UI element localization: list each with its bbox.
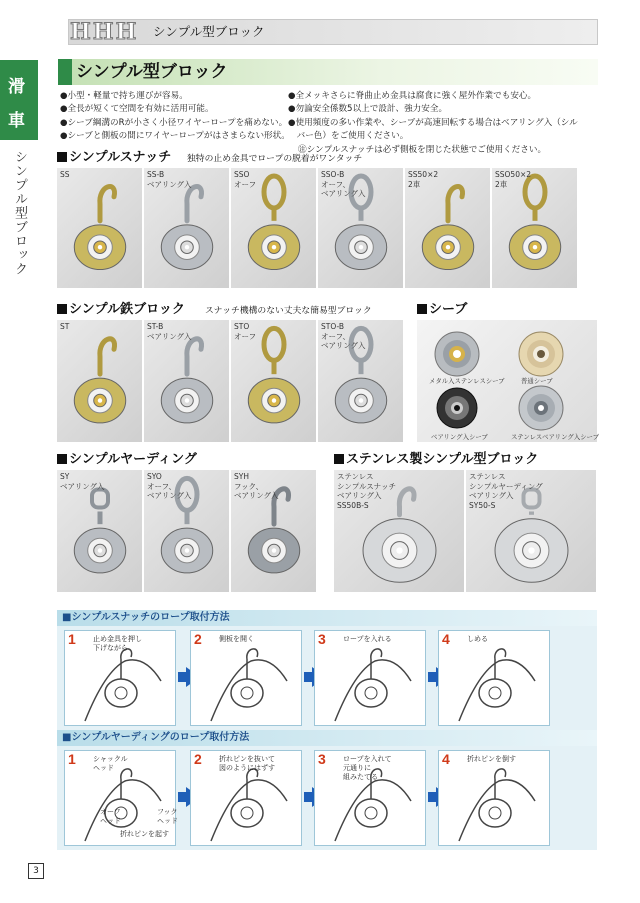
product-card	[57, 168, 143, 288]
sheave-label: メタル入ステンレスシーブ	[429, 377, 505, 385]
product-label: SSO50×2 2車	[495, 170, 532, 189]
step-number: 2	[194, 631, 202, 647]
page-number: 3	[28, 863, 44, 879]
sheave-bearing	[437, 388, 477, 428]
product-card	[144, 168, 230, 288]
product-label: SS50×2 2車	[408, 170, 439, 189]
step-text: 折れピンを倒す	[467, 755, 516, 763]
sheave-stainless-bearing	[519, 386, 563, 430]
product-card	[492, 168, 578, 288]
step-number: 1	[68, 751, 76, 767]
step-text: ロープを入れて 元通りに 組みたてる	[343, 755, 392, 781]
feature-item: ●全メッキさらに脊曲止め金具は腐食に強く屋外作業でも安心。	[288, 91, 537, 101]
product-card	[57, 470, 143, 592]
step-text: 側板を開く	[219, 635, 254, 643]
howto-step	[314, 630, 426, 726]
step-illustration	[191, 631, 303, 727]
product-card	[144, 320, 230, 442]
page-title: シンプル型ブロック	[76, 62, 228, 82]
feature-item: ●全長が短くて空間を有効に活用可能。	[60, 104, 214, 115]
feature-item: ●小型・軽量で持ち運びが容易。	[60, 91, 188, 101]
step-text: 折れピンを抜いて 図のようにはずす	[219, 755, 275, 772]
step-illustration	[315, 631, 427, 727]
product-card	[318, 168, 404, 288]
feature-item: ●使用頻度の多い作業や、シーブが高速回転する場合はベアリング入（シル	[288, 117, 578, 128]
section-note-snatch: 独特の止め金具でロープの脱着がワンタッチ	[187, 154, 363, 164]
section-heading-yarding: シンプルヤーディング	[57, 452, 197, 468]
step-sublabel: フック ヘッド	[157, 808, 178, 825]
step-number: 3	[318, 631, 326, 647]
sheave-metal-stainless	[435, 332, 479, 376]
product-image	[57, 320, 143, 446]
section-heading-iron: シンプル鉄ブロック	[57, 302, 185, 318]
product-card	[57, 320, 143, 442]
product-label: SY ベアリング入	[60, 472, 105, 491]
product-label: SSO オーフ	[234, 170, 257, 189]
feature-item: ●勿論安全係数5以上で設計、強力安全。	[288, 104, 448, 115]
product-card	[231, 168, 317, 288]
step-number: 4	[442, 631, 450, 647]
features-right	[288, 90, 578, 157]
product-card	[466, 470, 597, 592]
product-card	[231, 470, 317, 592]
product-label: STO オーフ	[234, 322, 257, 341]
step-number: 3	[318, 751, 326, 767]
howto-step	[438, 750, 550, 846]
step-text: しめる	[467, 635, 488, 643]
product-card	[318, 320, 404, 442]
sheave-label: ベアリング入シーブ	[431, 433, 488, 441]
product-label: SS	[60, 170, 70, 179]
side-tab-char-1: 滑	[8, 77, 25, 97]
product-card	[231, 320, 317, 442]
product-label: STO-B オーフ、 ベアリング入	[321, 322, 366, 350]
brand-logo: HHH	[70, 19, 139, 45]
header-title: シンプル型ブロック	[153, 24, 265, 39]
brand-header-bar	[68, 19, 598, 45]
feature-item: ●シーブ綱溝のRが小さく小径ワイヤーロープを痛めない。	[60, 117, 288, 128]
step-sublabel: オーフ ヘッド	[100, 808, 121, 825]
section-heading-stainless: ステンレス製シンプル型ブロック	[334, 452, 538, 468]
product-label: SS-B ベアリング入	[147, 170, 192, 189]
product-card	[144, 470, 230, 592]
step-text: 止め金具を押し 下げながら	[93, 635, 142, 652]
howto-step	[314, 750, 426, 846]
side-vertical-text: シンプル型ブロック	[12, 150, 27, 276]
howto-step	[64, 630, 176, 726]
product-label: ST-B ベアリング入	[147, 322, 192, 341]
product-image	[57, 168, 143, 292]
product-card	[334, 470, 465, 592]
howto-step	[190, 630, 302, 726]
step-number: 2	[194, 751, 202, 767]
howto-step	[438, 630, 550, 726]
product-label: ステンレス シンプルヤーディング ベアリング入 SY50-S	[469, 472, 543, 510]
step-sublabel: 折れピンを起す	[120, 830, 169, 838]
product-label: ST	[60, 322, 70, 331]
sheave-standard	[519, 332, 563, 376]
step-illustration	[439, 631, 551, 727]
feature-note: ㊟シンプルスナッチは必ず側板を閉じた状態でご使用ください。	[298, 144, 547, 155]
howto-step	[190, 750, 302, 846]
feature-item: ●シーブと側板の間にワイヤーロープがはさまらない形状。	[60, 131, 290, 142]
howto-yarding-title: ■シンプルヤーディングのロープ取付方法	[62, 732, 250, 743]
howto-snatch-title: ■シンプルスナッチのロープ取付方法	[62, 612, 230, 623]
feature-item: バー色）をご使用ください。	[288, 131, 409, 142]
step-text: シャックル ヘッド	[93, 755, 128, 772]
section-heading-sheave: シーブ	[417, 302, 467, 318]
product-label: SYO オーフ、 ベアリング入	[147, 472, 192, 500]
product-label: SSO-B オーフ、 ベアリング入	[321, 170, 366, 198]
step-number: 1	[68, 631, 76, 647]
product-label: ステンレス シンプルスナッチ ベアリング入 SS50B-S	[337, 472, 396, 510]
product-card	[405, 168, 491, 288]
side-tab-char-2: 車	[8, 111, 25, 131]
section-heading-snatch: シンプルスナッチ	[57, 150, 171, 166]
sheave-panel	[417, 320, 597, 442]
sheave-label: ステンレスベアリング入シーブ	[511, 433, 599, 441]
step-number: 4	[442, 751, 450, 767]
step-text: ロープを入れる	[343, 635, 392, 643]
step-illustration	[439, 751, 551, 847]
section-note-iron: スナッチ機構のない丈夫な簡易型ブロック	[205, 306, 372, 316]
sheave-label: 普通シーブ	[521, 377, 553, 385]
product-label: SYH フック、 ベアリング入	[234, 472, 279, 500]
features-left	[60, 90, 290, 144]
